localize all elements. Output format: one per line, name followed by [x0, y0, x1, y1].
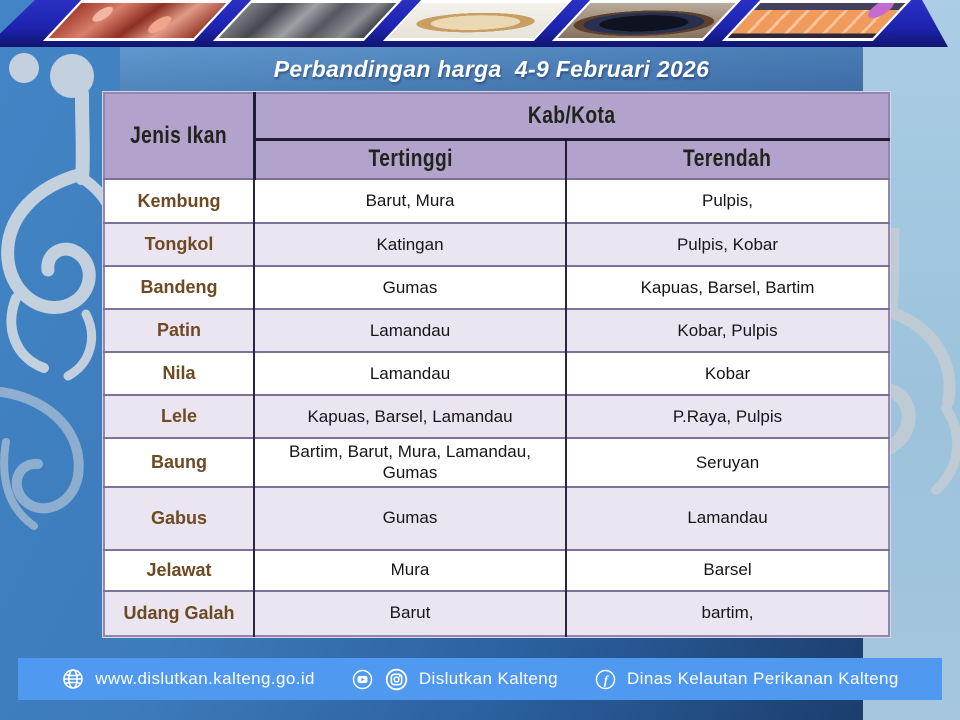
social-media-group	[351, 667, 558, 692]
fish-name-cell: Kembung	[104, 179, 254, 223]
tertinggi-cell: Mura	[254, 550, 566, 591]
table-row	[104, 179, 889, 223]
facebook-group	[594, 668, 899, 691]
table-row	[104, 266, 889, 309]
header-tertinggi-label: Tertinggi	[368, 145, 453, 173]
tertinggi-cell: Lamandau	[254, 352, 566, 395]
banner-photo-black-mussels-bowl	[552, 0, 741, 41]
facebook-icon	[594, 668, 617, 691]
terendah-cell: Barsel	[566, 550, 889, 591]
banner-photo-red-shrimp-pile	[43, 0, 232, 41]
social-media-label: Dislutkan Kalteng	[418, 669, 558, 688]
fish-name-cell: Tongkol	[104, 223, 254, 266]
globe-icon	[61, 667, 85, 691]
tertinggi-cell: Gumas	[254, 487, 566, 550]
terendah-cell: Lamandau	[566, 487, 889, 550]
terendah-cell: Kapuas, Barsel, Bartim	[566, 266, 889, 309]
terendah-cell: Seruyan	[566, 438, 889, 487]
website-group	[61, 667, 315, 691]
table-row	[104, 395, 889, 438]
tertinggi-cell: Bartim, Barut, Mura, Lamandau, Gumas	[254, 438, 566, 487]
tertinggi-cell: Barut	[254, 591, 566, 636]
terendah-cell: Kobar, Pulpis	[566, 309, 889, 352]
title-bar	[120, 47, 863, 92]
table-row	[104, 487, 889, 550]
header-jenis-ikan-label: Jenis Ikan	[130, 122, 228, 149]
tertinggi-cell: Katingan	[254, 223, 566, 266]
table-row	[104, 352, 889, 395]
header-terendah-label: Terendah	[683, 145, 772, 173]
fish-name-cell: Udang Galah	[104, 591, 254, 636]
left-lower-swirl-ornament-icon	[0, 382, 102, 532]
terendah-cell: Pulpis,	[566, 179, 889, 223]
page-title: Perbandingan harga 4-9 Februari 2026	[273, 56, 710, 82]
table-row	[104, 438, 889, 487]
header-tertinggi	[254, 139, 566, 179]
tertinggi-cell: Gumas	[254, 266, 566, 309]
terendah-cell: Kobar	[566, 352, 889, 395]
tertinggi-cell: Barut, Mura	[254, 179, 566, 223]
fish-name-cell: Jelawat	[104, 550, 254, 591]
fish-name-cell: Nila	[104, 352, 254, 395]
banner-photo-silver-fish-pile	[213, 0, 402, 41]
price-comparison-table	[103, 92, 890, 637]
table-body	[104, 179, 889, 636]
header-kab-kota	[254, 93, 889, 139]
svg-text:f: f	[603, 671, 609, 687]
header-kab-kota-label: Kab/Kota	[528, 101, 616, 129]
fish-name-cell: Gabus	[104, 487, 254, 550]
youtube-icon	[351, 668, 374, 691]
terendah-cell: P.Raya, Pulpis	[566, 395, 889, 438]
photo-banner	[0, 0, 960, 47]
footer-bar	[18, 658, 942, 700]
table-row	[104, 223, 889, 266]
table-row	[104, 550, 889, 591]
table-row	[104, 591, 889, 636]
table-row	[104, 309, 889, 352]
fish-name-cell: Baung	[104, 438, 254, 487]
banner-photo-peeled-shrimp-plate	[382, 0, 571, 41]
fish-name-cell: Bandeng	[104, 266, 254, 309]
instagram-icon	[384, 667, 409, 692]
terendah-cell: Pulpis, Kobar	[566, 223, 889, 266]
header-jenis-ikan	[104, 93, 254, 179]
website-url: www.dislutkan.kalteng.go.id	[95, 669, 315, 688]
banner-photo-salmon-sashimi	[722, 0, 911, 41]
tertinggi-cell: Kapuas, Barsel, Lamandau	[254, 395, 566, 438]
header-terendah	[566, 139, 889, 179]
fish-name-cell: Lele	[104, 395, 254, 438]
facebook-label: Dinas Kelautan Perikanan Kalteng	[626, 669, 899, 688]
terendah-cell: bartim,	[566, 591, 889, 636]
fish-name-cell: Patin	[104, 309, 254, 352]
tertinggi-cell: Lamandau	[254, 309, 566, 352]
